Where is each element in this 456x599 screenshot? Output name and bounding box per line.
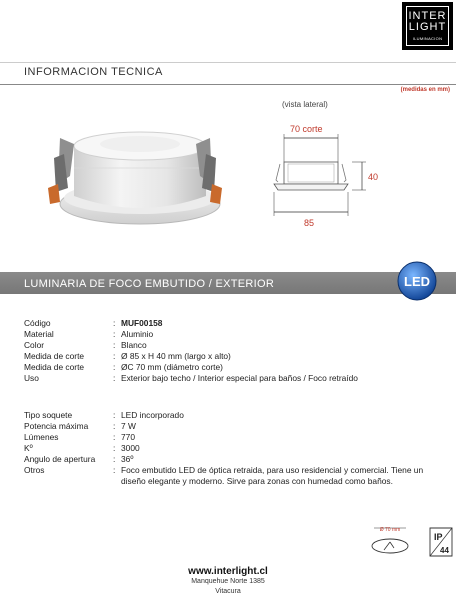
- spec-value: Exterior bajo techo / Interior especial para baños / Foco retraído: [121, 373, 358, 383]
- ip-label: IP: [434, 532, 443, 542]
- product-title: LUMINARIA DE FOCO EMBUTIDO / EXTERIOR: [24, 278, 275, 290]
- spec-label: Color: [24, 340, 45, 350]
- spec-value: 3000: [121, 443, 140, 453]
- spec-value: Ø 85 x H 40 mm (largo x alto): [121, 351, 231, 361]
- website-link[interactable]: www.interlight.cl: [188, 566, 268, 577]
- city-line: Vitacura: [215, 588, 241, 595]
- spec-separator: :: [113, 362, 116, 372]
- feature-icons: [370, 524, 456, 558]
- spec-label: Lúmenes: [24, 432, 59, 442]
- spec-label: Medida de corte: [24, 351, 85, 361]
- address-line: Manquehue Norte 1385: [191, 578, 265, 585]
- spec-value: 770: [121, 432, 135, 442]
- led-badge-text: LED: [404, 274, 430, 289]
- spec-separator: :: [113, 373, 116, 383]
- logo-line-1: INTER: [408, 10, 447, 22]
- units-note: (medidas en mm): [400, 87, 450, 93]
- spec-label: Otros: [24, 465, 45, 475]
- spec-separator: :: [113, 318, 116, 328]
- diagram-height-label: 40: [368, 172, 379, 182]
- spec-value: LED incorporado: [121, 410, 184, 420]
- cut-size-icon: [372, 527, 408, 553]
- spec-separator: :: [113, 421, 116, 431]
- spec-label: Angulo de apertura: [24, 454, 96, 464]
- spec-separator: :: [113, 351, 116, 361]
- spec-separator: :: [113, 432, 116, 442]
- brand-logo: [402, 2, 453, 50]
- spec-value: 7 W: [121, 421, 136, 431]
- spec-value: MUF00158: [121, 318, 163, 328]
- spec-value: ØC 70 mm (diámetro corte): [121, 362, 223, 372]
- spec-separator: :: [113, 329, 116, 339]
- diagram-cut-label: 70 corte: [290, 124, 323, 134]
- view-label: (vista lateral): [282, 100, 328, 109]
- spec-separator: :: [113, 410, 116, 420]
- spec-separator: :: [113, 443, 116, 453]
- ip-value: 44: [440, 546, 449, 555]
- technical-diagram: [262, 118, 392, 230]
- spec-value: Aluminio: [121, 329, 154, 339]
- cut-size-text: Ø 70 mm: [379, 527, 401, 533]
- spec-label: Uso: [24, 373, 39, 383]
- section-title: INFORMACION TECNICA: [24, 66, 163, 78]
- spec-label: Potencia máxima: [24, 421, 89, 431]
- logo-line-3: ILUMINACION: [412, 36, 443, 41]
- spec-separator: :: [113, 465, 116, 475]
- spec-label: Código: [24, 318, 51, 328]
- ip-rating-icon: [430, 528, 452, 556]
- diagram-width-label: 85: [304, 218, 315, 228]
- spec-separator: :: [113, 340, 116, 350]
- top-divider: [0, 62, 456, 63]
- spec-value: Foco embutido LED de óptica retraida, para uso residencial y comercial. Tiene un diseño elegante y moderno. Sirve para zonas con humedad como baños.: [121, 465, 424, 486]
- spec-label: Material: [24, 329, 54, 339]
- spec-separator: :: [113, 454, 116, 464]
- spec-value: Blanco: [121, 340, 147, 350]
- led-badge-icon: [396, 260, 438, 302]
- spec-label: Tipo soquete: [24, 410, 73, 420]
- logo-line-2: LIGHT: [408, 21, 447, 33]
- product-photo: [40, 118, 230, 248]
- spec-label: Medida de corte: [24, 362, 85, 372]
- spec-label: Kº: [24, 443, 33, 453]
- section-divider: [0, 84, 456, 85]
- spec-value: 36º: [121, 454, 134, 464]
- logo-frame: [406, 6, 449, 46]
- footer: [0, 566, 456, 597]
